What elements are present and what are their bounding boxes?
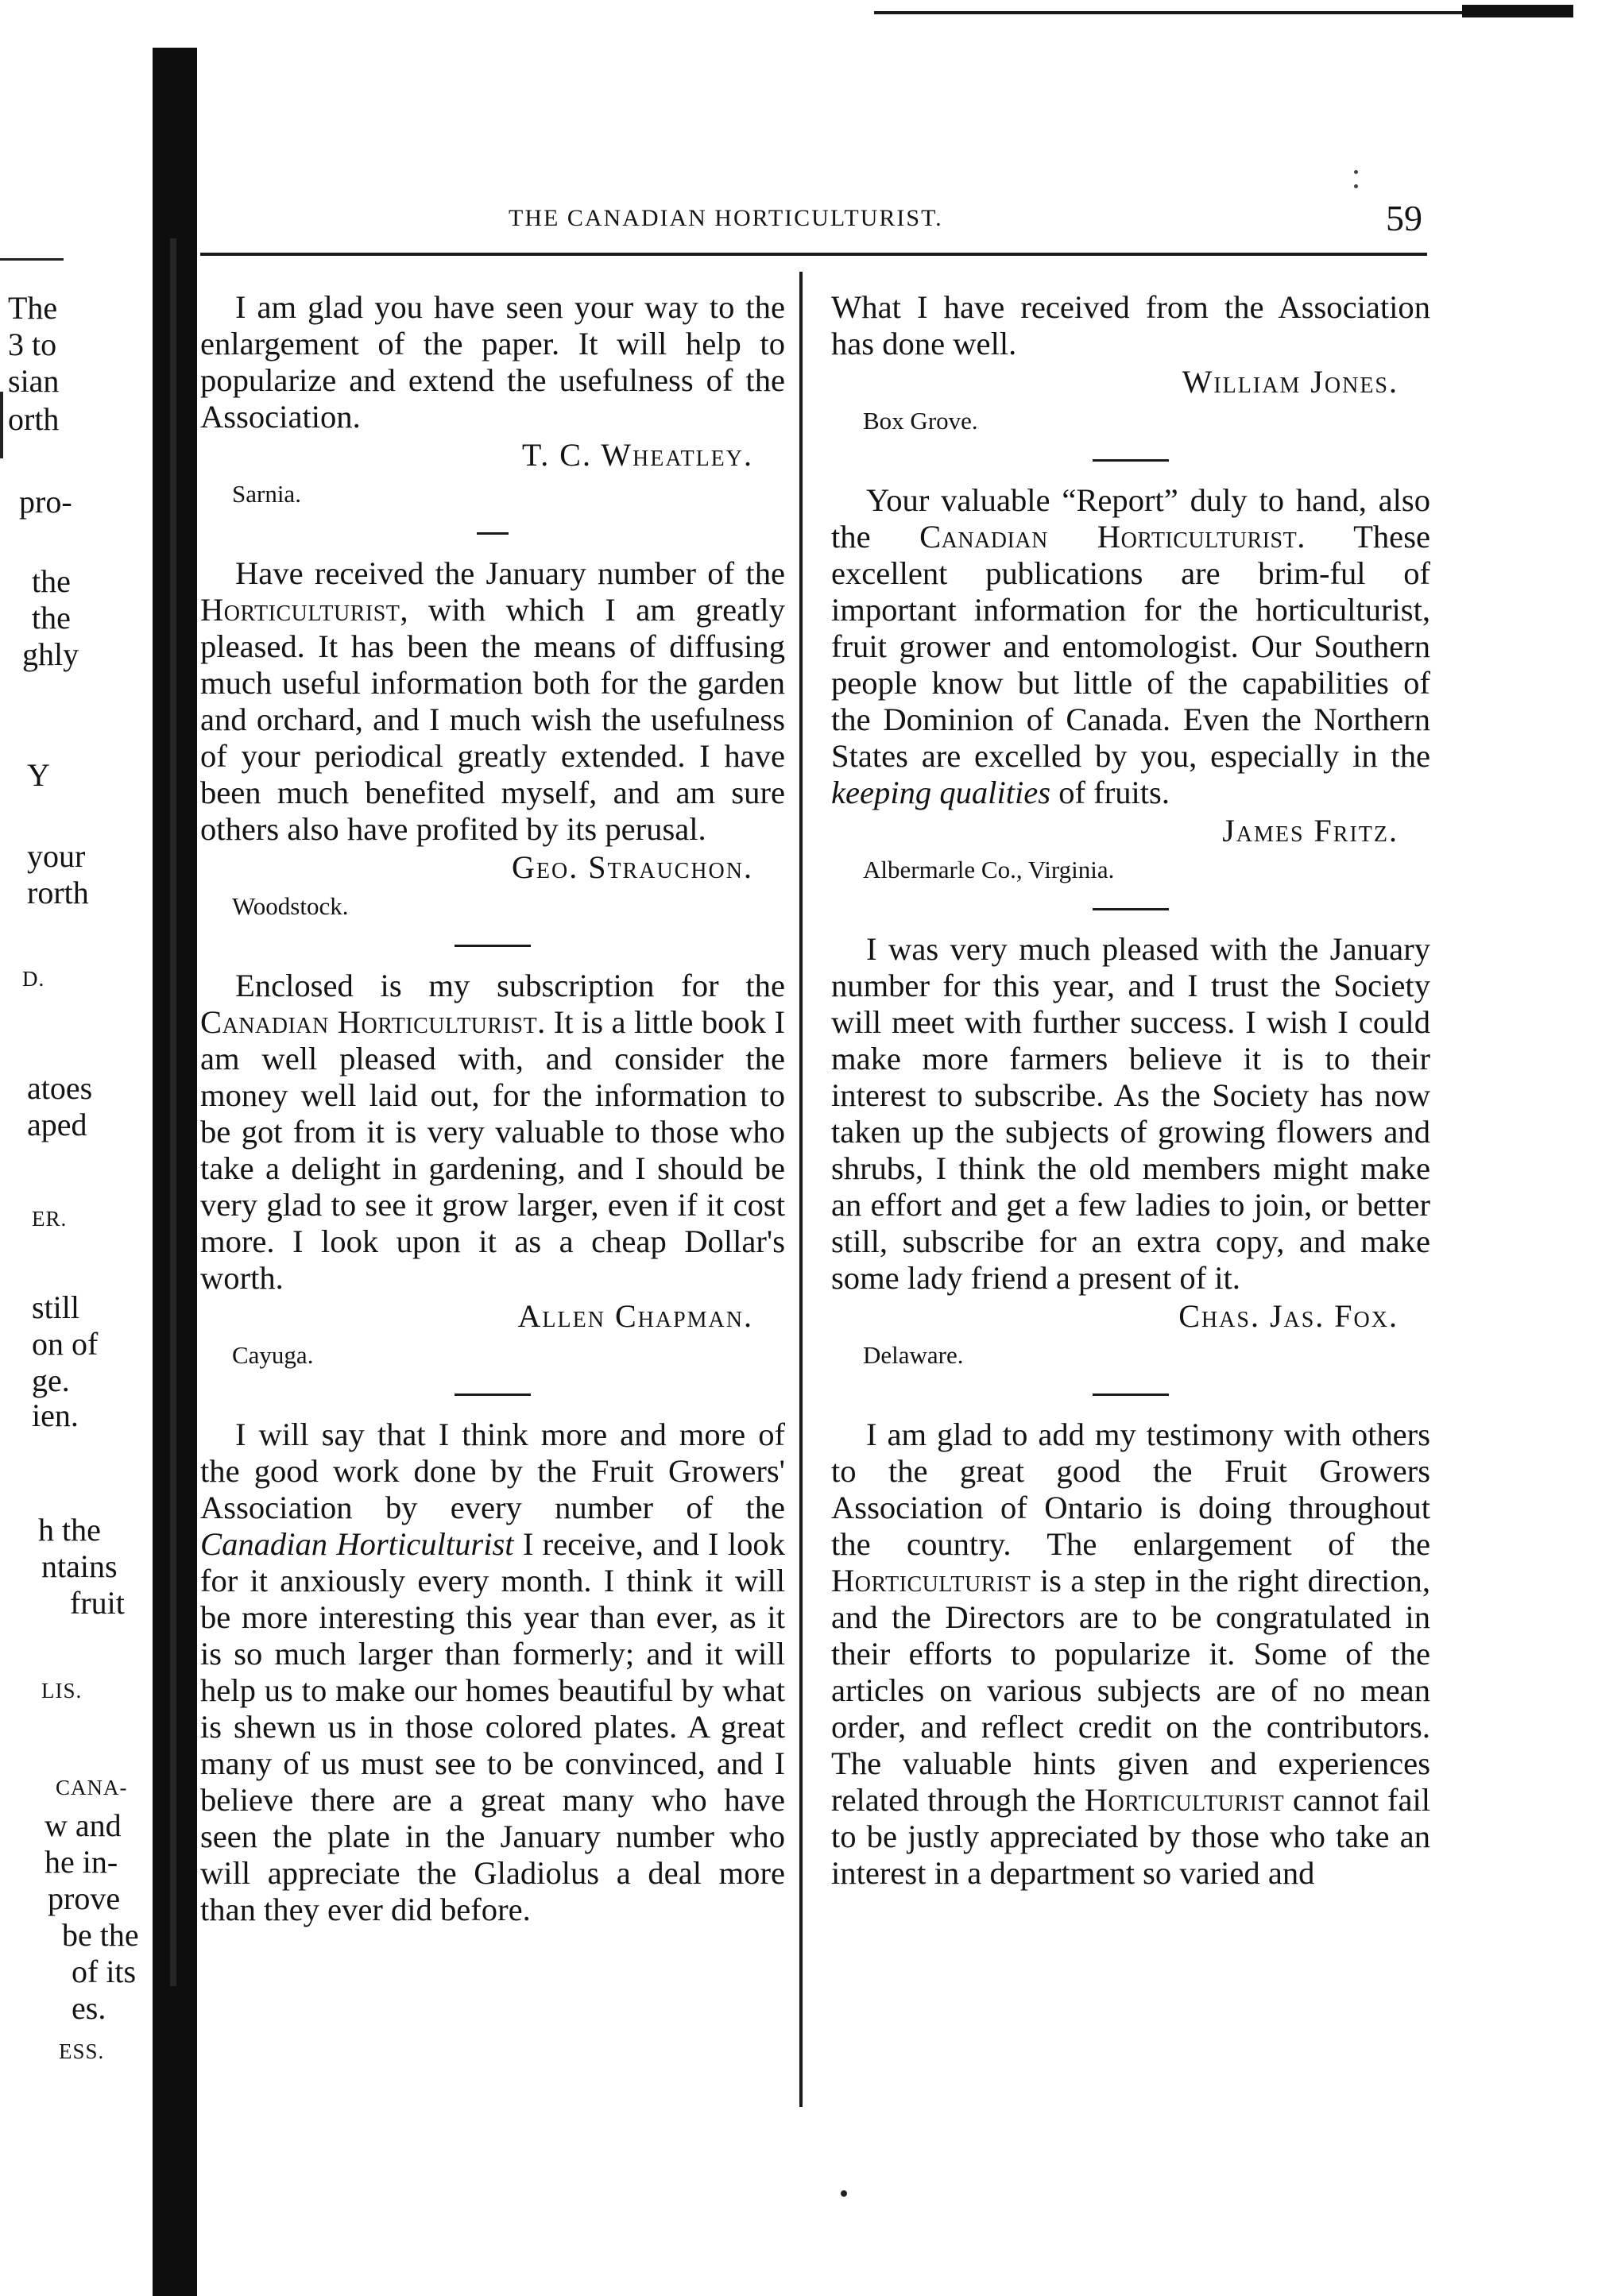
letter-paragraph: I was very much pleased with the January number for this year, and I trust the Society will meet with further success. I wish I could make more farmers believe it is to their interest to subscribe. As the Society has now taken up the subjects of growing flowers and shrubs, I think the old members might make an effort and get a few ladies to join, or better still, subscribe for an extra copy, and make some lady friend a present of it. <box>831 931 1430 1296</box>
edge-rule <box>0 258 64 261</box>
edge-fragment: aped <box>27 1107 87 1142</box>
scan-speck <box>841 2190 847 2197</box>
letter-signature: William Jones. <box>1182 364 1399 400</box>
page-number: 59 <box>1386 198 1422 238</box>
letter-place: Delaware. <box>863 1341 964 1369</box>
edge-fragment: CANA- <box>56 1776 128 1799</box>
edge-fragment: ntains <box>41 1548 118 1584</box>
edge-fragment: ESS. <box>59 2039 105 2063</box>
section-separator <box>1093 1393 1169 1396</box>
scan-speck <box>1354 170 1358 174</box>
letter-signature: Chas. Jas. Fox. <box>1178 1298 1399 1334</box>
header-rule <box>200 253 1427 256</box>
letter-paragraph: Your valuable “Report” duly to hand, also the Canadian Horticulturist. These excellent publications are brim-ful of important information for the horticulturist, fruit grower and entomologist. Our Southern people know but little of the capabilities of the Dominion of Canada. Even the Northern States are excelled by you, especially in the keeping qualities of fruits. <box>831 482 1430 810</box>
letter <box>200 1417 785 1928</box>
letter <box>831 482 1430 887</box>
letter <box>831 1417 1430 1892</box>
edge-fragment: still <box>32 1289 80 1325</box>
top-scan-mark <box>1462 5 1573 17</box>
edge-fragment: 3 to <box>8 327 57 362</box>
edge-fragment: fruit <box>70 1585 125 1621</box>
edge-fragment: Y <box>27 757 50 793</box>
edge-bar <box>0 392 3 458</box>
page-header <box>509 198 1438 240</box>
edge-fragment: ER. <box>32 1207 68 1231</box>
binding-shadow-highlight <box>170 238 176 1986</box>
letter-place: Woodstock. <box>232 892 349 920</box>
edge-fragment: on of <box>32 1326 99 1362</box>
letter <box>831 289 1430 439</box>
section-separator <box>455 1393 531 1396</box>
letter-paragraph: Enclosed is my subscription for the Canadian Horticulturist. It is a little book I am well pleased with, and consider the money well laid out, for the information to be got from it is very valuable to those who take a delight in gardening, and I should be very glad to see it grow larger, even if it cost more. I look upon it as a cheap Dollar's worth. <box>200 968 785 1296</box>
letter-paragraph: Have received the January number of the Horticulturist, with which I am greatly pleased. It has been the means of diffusing much useful information both for the garden and orchard, and I much wish the usefulness of your periodical greatly extended. I have been much benefited myself, and am sure others also have profited by its perusal. <box>200 555 785 847</box>
letter-signature: Geo. Strauchon. <box>511 849 753 885</box>
section-separator <box>1093 459 1169 462</box>
edge-fragment: atoes <box>27 1070 93 1106</box>
edge-fragment: h the <box>38 1512 101 1548</box>
letter <box>200 289 785 512</box>
column-rule <box>799 272 803 2107</box>
edge-fragment: rorth <box>27 875 89 910</box>
letter-paragraph: What I have received from the Association has done well. <box>831 289 1430 361</box>
left-column <box>200 289 785 1928</box>
edge-fragment: D. <box>22 967 45 991</box>
edge-fragment: pro- <box>19 484 72 520</box>
section-separator <box>455 945 531 947</box>
edge-fragment: of its <box>72 1954 137 1989</box>
letter-signature: James Fritz. <box>1222 813 1399 848</box>
section-separator <box>1093 908 1169 910</box>
edge-fragment: es. <box>72 1990 106 2026</box>
edge-fragment: ien. <box>32 1397 79 1433</box>
letter <box>200 968 785 1373</box>
letter-place: Cayuga. <box>232 1341 314 1369</box>
previous-page-edge <box>0 0 151 2296</box>
edge-fragment: ge. <box>32 1363 70 1398</box>
edge-fragment: w and <box>44 1807 122 1843</box>
running-title: THE CANADIAN HORTICULTURIST. <box>509 205 943 231</box>
edge-fragment: the <box>32 600 71 636</box>
edge-fragment: sian <box>8 363 60 399</box>
edge-fragment: ghly <box>22 636 79 672</box>
letter-paragraph: I am glad you have seen your way to the enlargement of the paper. It will help to popularize and extend the usefulness of the Association. <box>200 289 785 435</box>
edge-fragment: your <box>27 838 86 874</box>
letter-signature: T. C. Wheatley. <box>521 437 753 473</box>
edge-fragment: be the <box>62 1917 139 1953</box>
letter-paragraph: I will say that I think more and more of the good work done by the Fruit Growers' Association by every number of the Canadian Horticulturist I receive, and I look for it anxiously every month. I think it will be more interesting this year than ever, as it is so much larger than formerly; and it will help us to make our homes beautiful by what is shewn us in those colored plates. A great many of us must see to be convinced, and I believe there are a great many who have seen the plate in the January number who will appreciate the Gladiolus a deal more than they ever did before. <box>200 1417 785 1927</box>
letter-place: Box Grove. <box>863 407 978 435</box>
edge-fragment: the <box>32 563 71 599</box>
letter <box>831 931 1430 1373</box>
letter-place: Albermarle Co., Virginia. <box>863 856 1115 883</box>
right-column <box>831 289 1430 1892</box>
letter-paragraph: I am glad to add my testimony with others to the great good the Fruit Growers Association of Ontario is doing throughout the country. The enlargement of the Horticulturist is a step in the right direction, and the Directors are to be congratulated in their efforts to popularize it. Some of the articles on various subjects are of no mean order, and reflect credit on the contributors. The valuable hints given and experiences related through the Horticulturist cannot fail to be justly appreciated by those who take an interest in a department so varied and <box>831 1417 1430 1891</box>
edge-fragment: prove <box>48 1880 121 1916</box>
section-separator <box>477 532 509 535</box>
edge-fragment: LIS. <box>41 1679 83 1703</box>
letter-place: Sarnia. <box>232 480 301 508</box>
edge-fragment: The <box>8 290 58 326</box>
edge-fragment: he in- <box>44 1844 118 1880</box>
letter-signature: Allen Chapman. <box>517 1298 753 1334</box>
edge-fragment: orth <box>8 401 60 437</box>
scan-speck <box>1354 184 1358 188</box>
letter <box>200 555 785 924</box>
